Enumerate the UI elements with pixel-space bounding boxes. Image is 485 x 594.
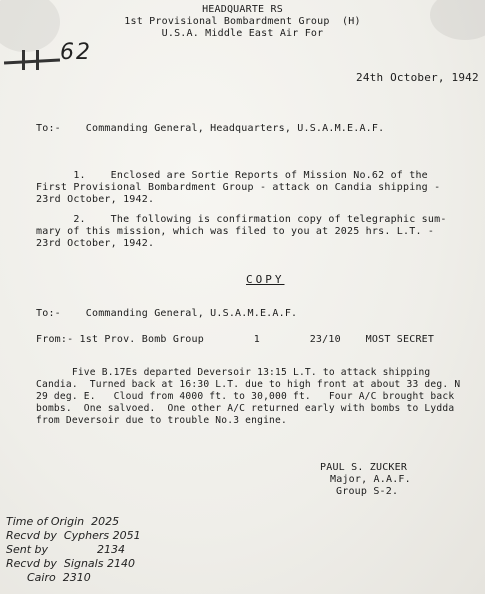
handwritten-strike [36,50,39,70]
header-line-3: U.S.A. Middle East Air For [161,28,324,39]
para1-line-2: First Provisional Bombardment Group - attack on Candia shipping - [36,182,441,193]
body-line-5: from Deversoir due to trouble No.3 engine. [36,415,287,426]
body-line-3: 29 deg. E. Cloud from 4000 ft. to 30,000 ft. Four A/C brought back [36,391,455,402]
body-line-4: bombs. One salvoed. One other A/C returned early with bombs to Lydda [36,403,455,414]
body-line-1: Five B.17Es departed Deversoir 13:15 L.T. to attack shipping [36,367,431,378]
signature-unit: Group S-2. [336,486,399,497]
to-line: To:- Commanding General, Headquarters, U.S.A.M.E.A.F. [36,123,385,134]
handwritten-mission-number: 62 [60,40,92,65]
signature-name: PAUL S. ZUCKER [320,462,408,473]
document-date: 24th October, 1942 [356,71,479,84]
handwritten-log-line-1: Time of Origin 2025 [6,515,120,528]
copy-to-line: To:- Commanding General, U.S.A.M.E.A.F. [36,308,298,319]
copy-from-line: From:- 1st Prov. Bomb Group 1 23/10 MOST SECRET [36,334,435,345]
copy-title: COPY [246,273,285,286]
para1-line-3: 23rd October, 1942. [36,194,155,205]
handwritten-log-line-3: Sent by 2134 [6,543,125,556]
para2-line-3: 23rd October, 1942. [36,238,155,249]
body-line-2: Candia. Turned back at 16:30 L.T. due to high front at about 33 deg. N [36,379,461,390]
signature-rank: Major, A.A.F. [330,474,411,485]
para2-line-1: 2. The following is confirmation copy of telegraphic sum- [36,214,447,225]
para2-line-2: mary of this mission, which was filed to you at 2025 hrs. L.T. - [36,226,435,237]
header-line-1: HEADQUARTE RS [202,4,283,15]
para1-line-1: 1. Enclosed are Sortie Reports of Mission No.62 of the [36,170,428,181]
handwritten-log-line-4: Recvd by Signals 2140 [6,557,135,570]
handwritten-strike [22,50,25,70]
handwritten-strike [4,59,60,65]
header-line-2: 1st Provisional Bombardment Group (H) [124,16,361,27]
handwritten-log-line-2: Recvd by Cyphers 2051 [6,529,141,542]
handwritten-log-line-5: Cairo 2310 [6,571,91,584]
